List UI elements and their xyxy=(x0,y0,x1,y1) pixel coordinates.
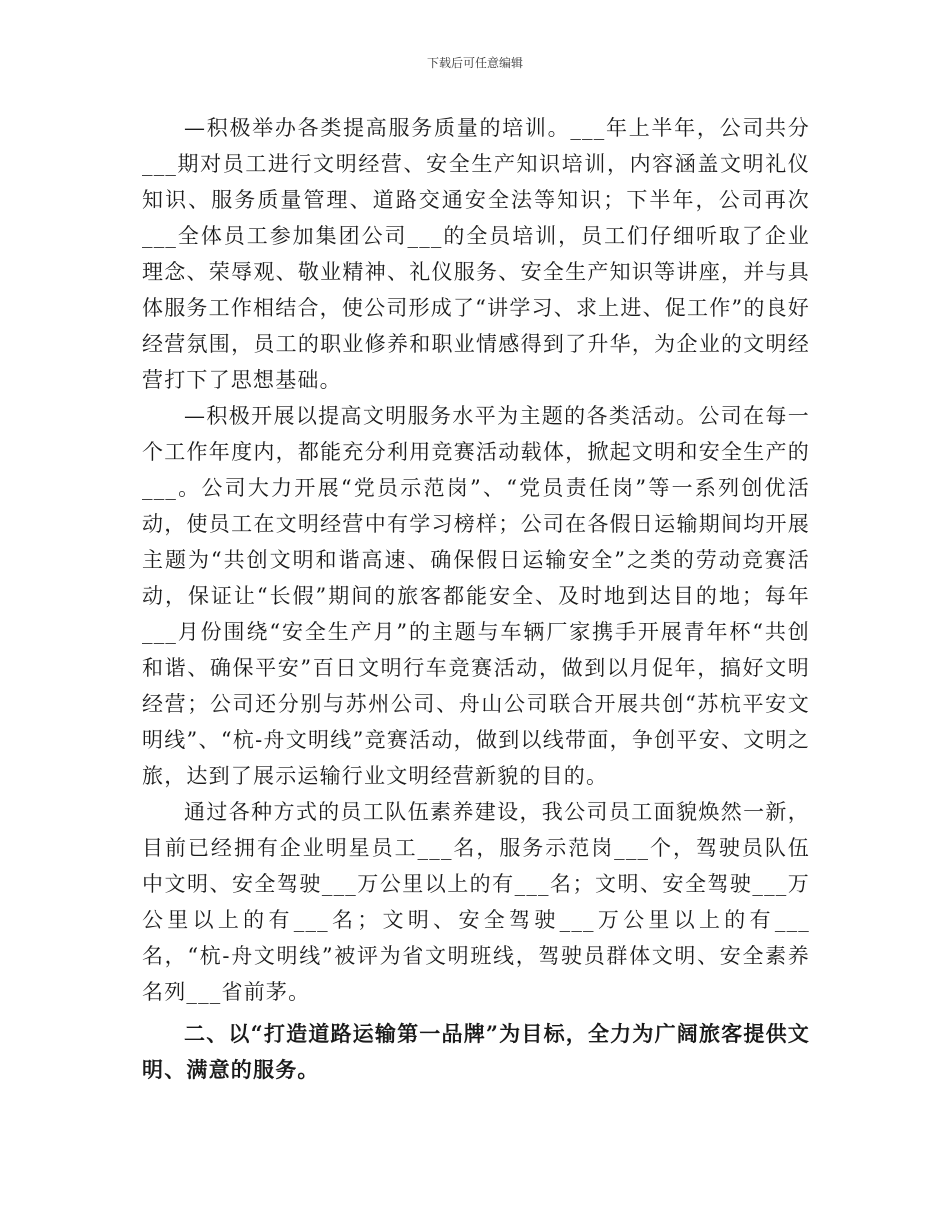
document-body xyxy=(142,110,810,1088)
paragraph-activities: —积极开展以提高文明服务水平为主题的各类活动。公司在每一个工作年度内，都能充分利用竞赛活动载体，掀起文明和安全生产的___。公司大力开展“党员示范岗”、“党员责任岗”等一系列创优活动，使员工在文明经营中有学习榜样；公司在各假日运输期间均开展主题为“共创文明和谐高速、确保假日运输安全”之类的劳动竞赛活动，保证让“长假”期间的旅客都能安全、及时地到达目的地；每年___月份围绕“安全生产月”的主题与车辆厂家携手开展青年杯“共创和谐、确保平安”百日文明行车竞赛活动，做到以月促年，搞好文明经营；公司还分别与苏州公司、舟山公司联合开展共创“苏杭平安文明线”、“杭-舟文明线”竞赛活动，做到以线带面，争创平安、文明之旅，达到了展示运输行业文明经营新貌的目的。 xyxy=(142,404,810,788)
page-header-note: 下载后可任意编辑 xyxy=(426,56,523,70)
paragraph-results: 通过各种方式的员工队伍素养建设，我公司员工面貌焕然一新，目前已经拥有企业明星员工___名，服务示范岗___个，驾驶员队伍中文明、安全驾驶___万公里以上的有___名；文明、安全驾驶___万公里以上的有___名；文明、安全驾驶___万公里以上的有___名，“杭-舟文明线”被评为省文明班线，驾驶员群体文明、安全素养名列___省前茅。 xyxy=(142,800,810,1004)
paragraph-training: —积极举办各类提高服务质量的培训。___年上半年，公司共分___期对员工进行文明经营、安全生产知识培训，内容涵盖文明礼仪知识、服务质量管理、道路交通安全法等知识；下半年，公司再次___全体员工参加集团公司___的全员培训，员工们仔细听取了企业理念、荣辱观、敬业精神、礼仪服务、安全生产知识等讲座，并与具体服务工作相结合，使公司形成了“讲学习、求上进、促工作”的良好经营氛围，员工的职业修养和职业情感得到了升华，为企业的文明经营打下了思想基础。 xyxy=(142,116,810,392)
section-heading: 二、以“打造道路运输第一品牌”为目标，全力为广阔旅客提供文明、满意的服务。 xyxy=(142,1021,810,1082)
